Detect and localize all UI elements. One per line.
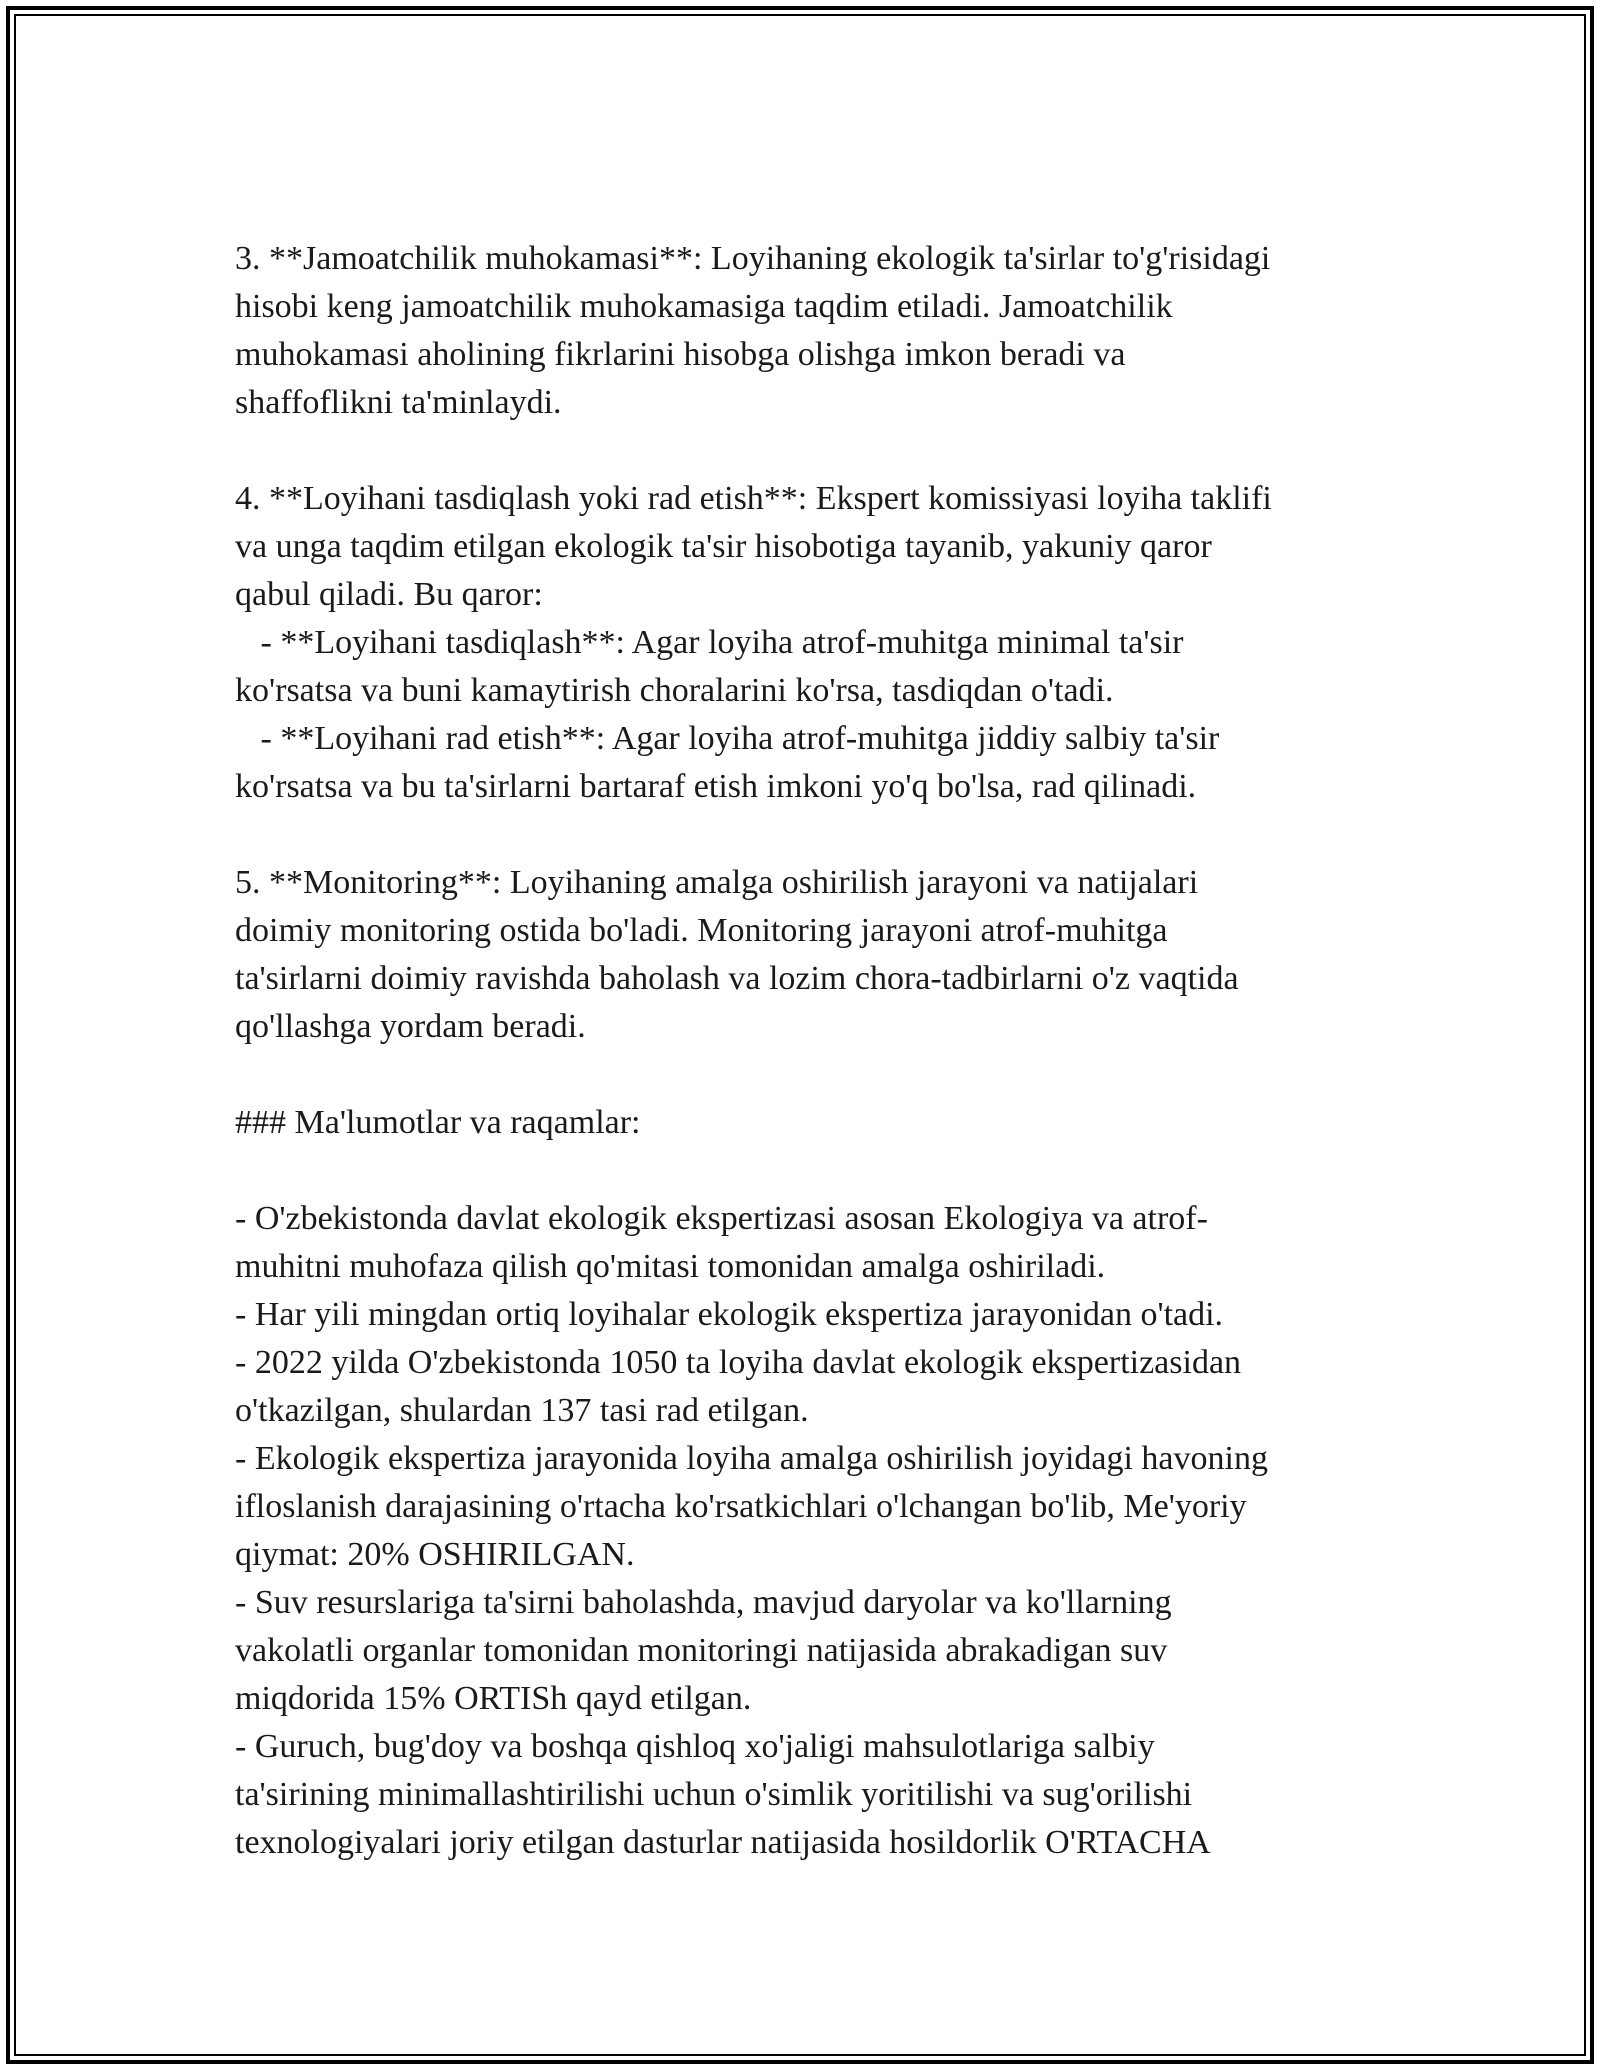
paragraph-facts-list: [235, 1195, 1375, 1867]
text-line: qiymat: 20% OSHIRILGAN.: [235, 1536, 635, 1573]
paragraph-approval-rejection: [235, 475, 1375, 811]
text-line: qabul qiladi. Bu qaror:: [235, 576, 543, 613]
text-line: o'tkazilgan, shulardan 137 tasi rad etilgan.: [235, 1392, 809, 1429]
text-line: - **Loyihani rad etish**: Agar loyiha atrof-muhitga jiddiy salbiy ta'sir: [235, 720, 1220, 757]
text-line: muhokamasi aholining fikrlarini hisobga olishga imkon beradi va: [235, 336, 1126, 373]
document-body: [235, 235, 1375, 1867]
text-line: - O'zbekistonda davlat ekologik ekspertizasi asosan Ekologiya va atrof-: [235, 1200, 1208, 1237]
text-line: miqdorida 15% ORTISh qayd etilgan.: [235, 1680, 752, 1717]
paragraph-monitoring: [235, 859, 1375, 1051]
text-line: doimiy monitoring ostida bo'ladi. Monitoring jarayoni atrof-muhitga: [235, 912, 1168, 949]
text-line: ifloslanish darajasining o'rtacha ko'rsatkichlari o'lchangan bo'lib, Me'yoriy: [235, 1488, 1247, 1525]
text-line: muhitni muhofaza qilish qo'mitasi tomonidan amalga oshiriladi.: [235, 1248, 1106, 1285]
text-line: shaffoflikni ta'minlaydi.: [235, 384, 562, 421]
text-line: va unga taqdim etilgan ekologik ta'sir hisobotiga tayanib, yakuniy qaror: [235, 528, 1212, 565]
text-line: - Suv resurslariga ta'sirni baholashda, mavjud daryolar va ko'llarning: [235, 1584, 1172, 1621]
text-line: ta'sirlarni doimiy ravishda baholash va lozim chora-tadbirlarni o'z vaqtida: [235, 960, 1239, 997]
text-line: - Har yili mingdan ortiq loyihalar ekologik ekspertiza jarayonidan o'tadi.: [235, 1296, 1224, 1333]
section-heading-data: [235, 1099, 1375, 1147]
heading-line: ### Ma'lumotlar va raqamlar:: [235, 1104, 641, 1141]
text-line: - 2022 yilda O'zbekistonda 1050 ta loyiha davlat ekologik ekspertizasidan: [235, 1344, 1242, 1381]
paragraph-public-discussion: [235, 235, 1375, 427]
text-line: ko'rsatsa va bu ta'sirlarni bartaraf etish imkoni yo'q bo'lsa, rad qilinadi.: [235, 768, 1197, 805]
text-line: ko'rsatsa va buni kamaytirish choralarini ko'rsa, tasdiqdan o'tadi.: [235, 672, 1114, 709]
text-line: 5. **Monitoring**: Loyihaning amalga oshirilish jarayoni va natijalari: [235, 864, 1199, 901]
text-line: 4. **Loyihani tasdiqlash yoki rad etish**: Ekspert komissiyasi loyiha taklifi: [235, 480, 1272, 517]
text-line: texnologiyalari joriy etilgan dasturlar natijasida hosildorlik O'RTACHA: [235, 1824, 1211, 1861]
text-line: - Ekologik ekspertiza jarayonida loyiha amalga oshirilish joyidagi havoning: [235, 1440, 1268, 1477]
text-line: ta'sirining minimallashtirilishi uchun o'simlik yoritilishi va sug'orilishi: [235, 1776, 1193, 1813]
text-line: - **Loyihani tasdiqlash**: Agar loyiha atrof-muhitga minimal ta'sir: [235, 624, 1184, 661]
text-line: 3. **Jamoatchilik muhokamasi**: Loyihaning ekologik ta'sirlar to'g'risidagi: [235, 240, 1271, 277]
text-line: vakolatli organlar tomonidan monitoringi natijasida abrakadigan suv: [235, 1632, 1168, 1669]
text-line: - Guruch, bug'doy va boshqa qishloq xo'jaligi mahsulotlariga salbiy: [235, 1728, 1155, 1765]
text-line: hisobi keng jamoatchilik muhokamasiga taqdim etiladi. Jamoatchilik: [235, 288, 1173, 325]
text-line: qo'llashga yordam beradi.: [235, 1008, 586, 1045]
